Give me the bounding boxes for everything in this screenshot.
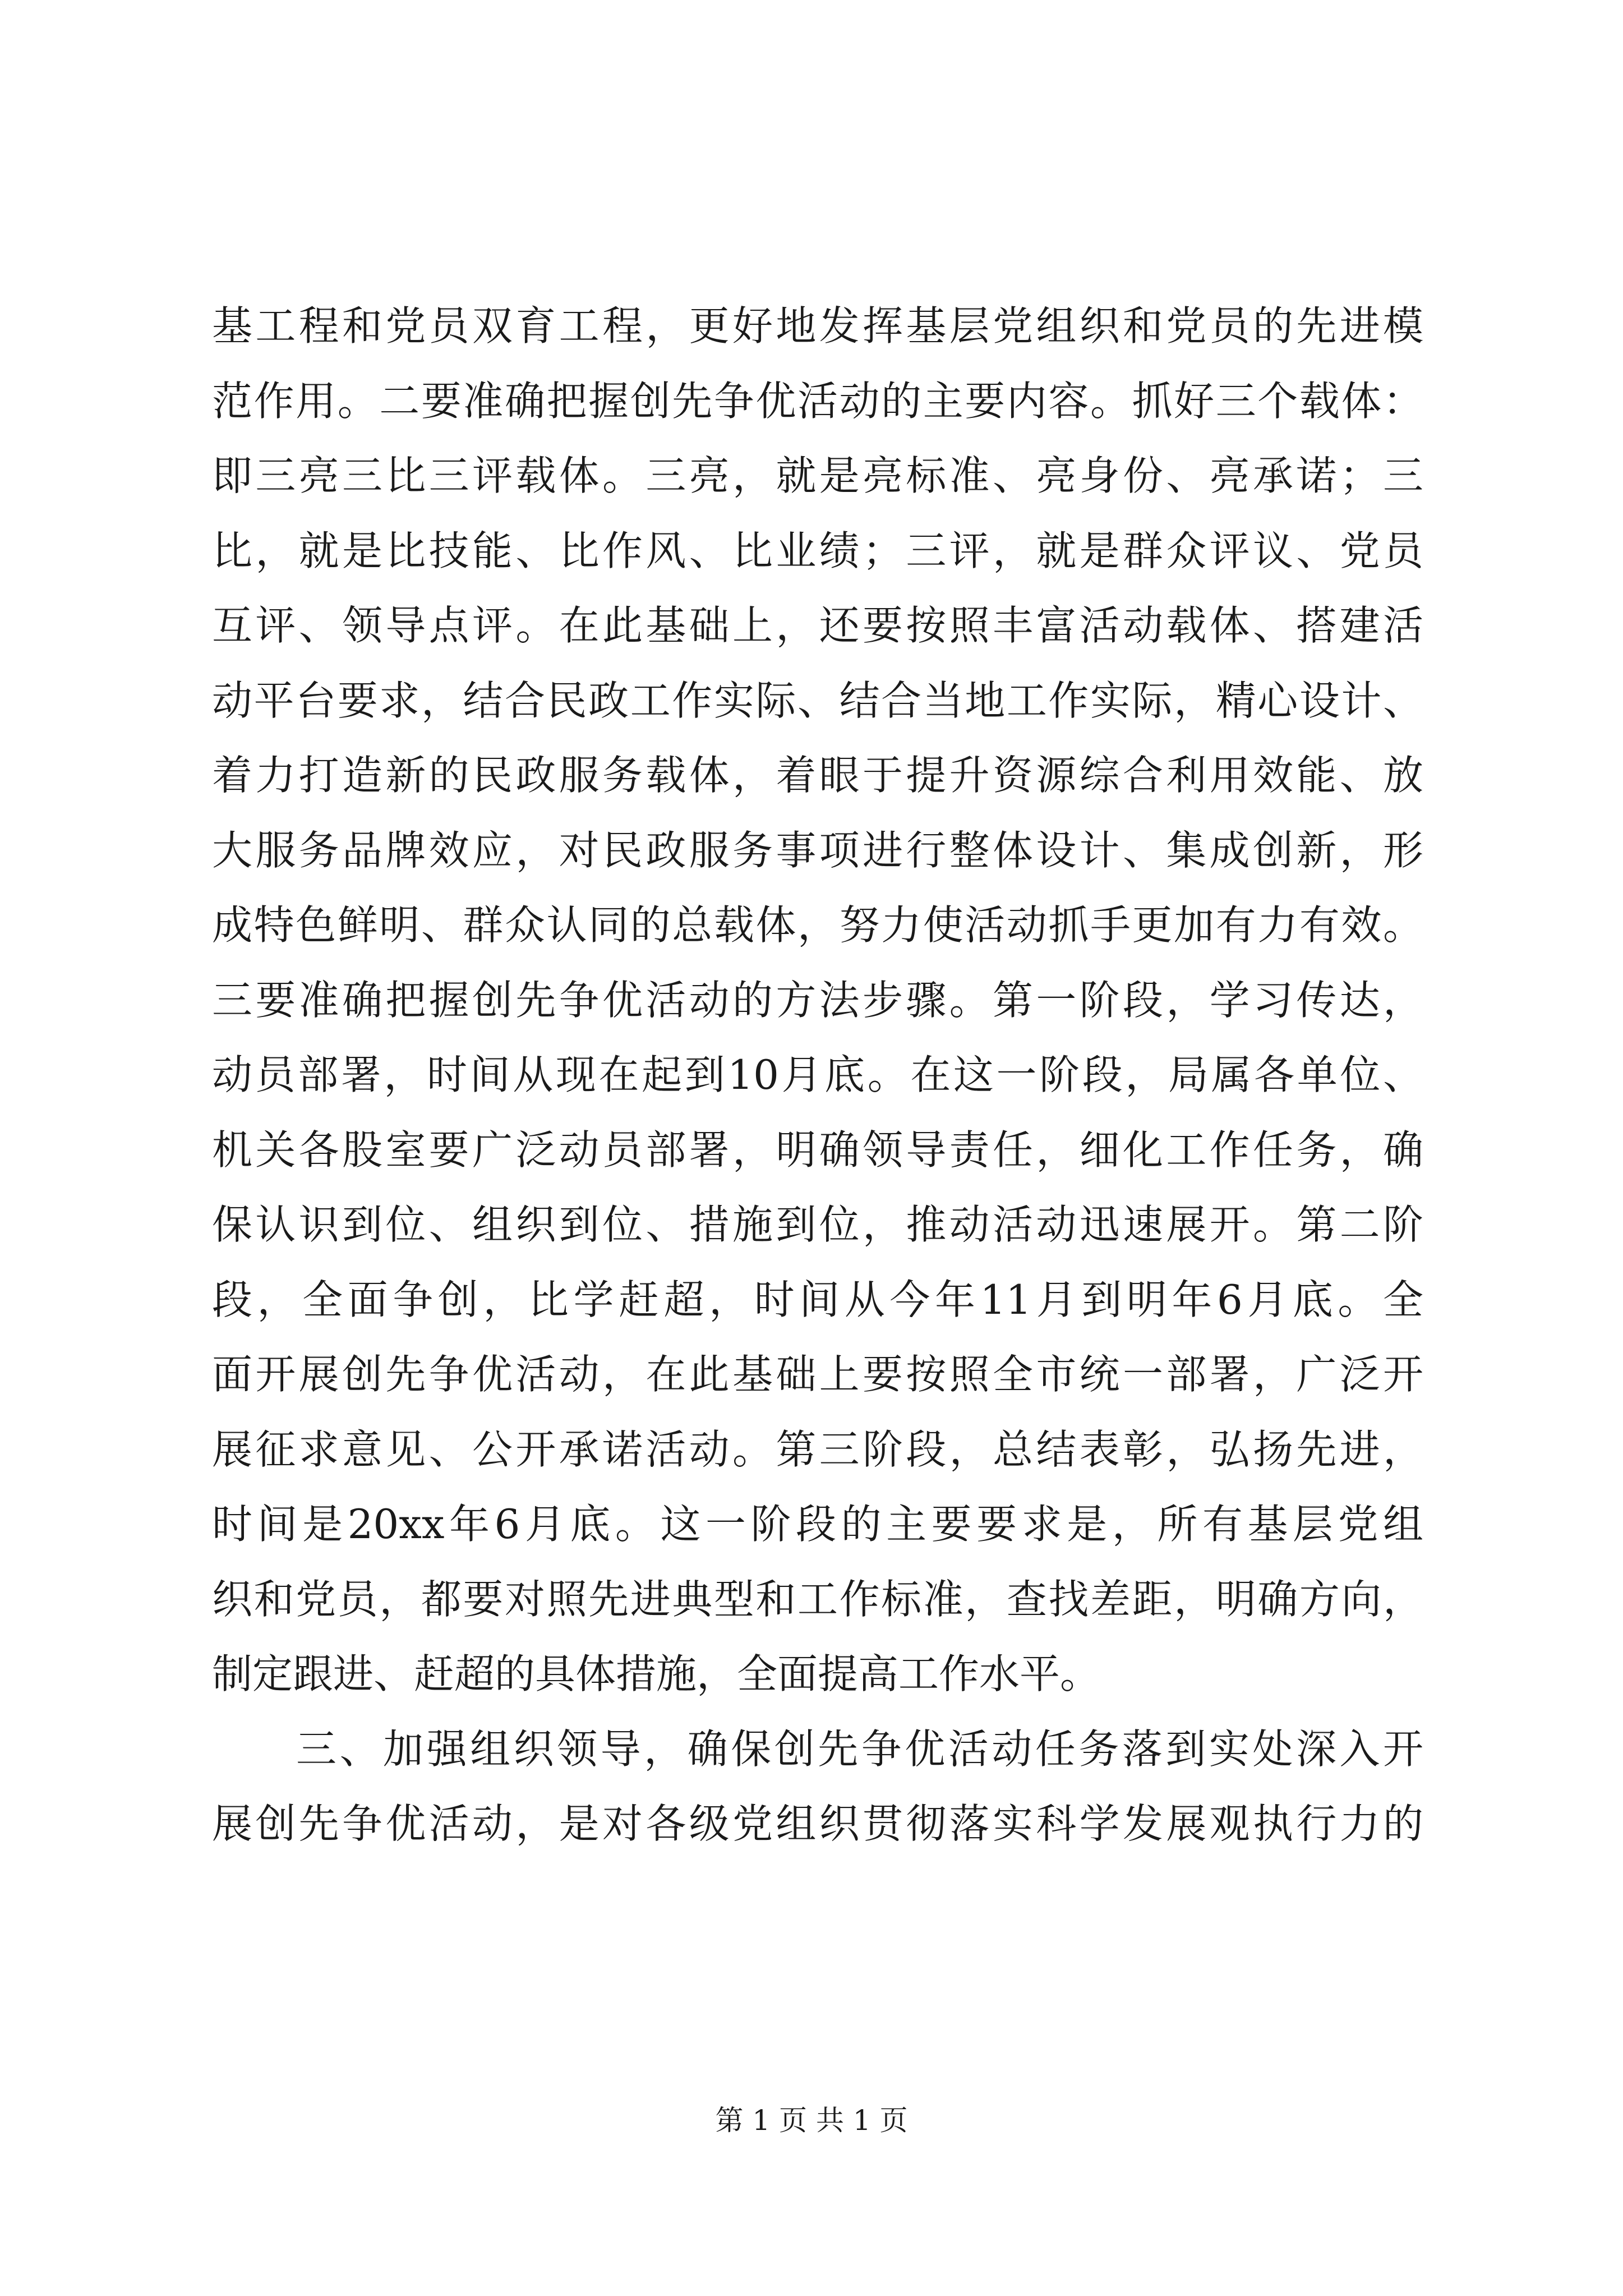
text-line: 范作用。二要准确把握创先争优活动的主要内容。抓好三个载体： [212, 377, 1423, 425]
text-line: 基工程和党员双育工程，更好地发挥基层党组织和党员的先进模 [212, 302, 1423, 349]
text-line: 展征求意见、公开承诺活动。第三阶段，总结表彰，弘扬先进， [212, 1425, 1423, 1473]
text-line: 即三亮三比三评载体。三亮，就是亮标准、亮身份、亮承诺；三 [212, 452, 1423, 499]
text-line: 大服务品牌效应，对民政服务事项进行整体设计、集成创新，形 [212, 826, 1423, 874]
text-line: 时间是20xx年6月底。这一阶段的主要要求是，所有基层党组 [212, 1501, 1423, 1548]
section-heading-line: 三、加强组织领导，确保创先争优活动任务落到实处深入开 [296, 1725, 1423, 1773]
text-line: 机关各股室要广泛动员部署，明确领导责任，细化工作任务，确 [212, 1126, 1423, 1174]
page-footer [0, 2101, 1623, 2140]
text-line: 互评、领导点评。在此基础上，还要按照丰富活动载体、搭建活 [212, 602, 1423, 649]
text-line: 面开展创先争优活动，在此基础上要按照全市统一部署，广泛开 [212, 1351, 1423, 1398]
text-line: 展创先争优活动，是对各级党组织贯彻落实科学发展观执行力的 [212, 1800, 1423, 1847]
text-line: 着力打造新的民政服务载体，着眼于提升资源综合利用效能、放 [212, 752, 1423, 799]
body-text [212, 289, 1423, 1862]
page-number: 第 1 页 共 1 页 [715, 2104, 908, 2137]
text-line: 织和党员，都要对照先进典型和工作标准，查找差距，明确方向， [212, 1575, 1423, 1623]
text-line: 动员部署，时间从现在起到10月底。在这一阶段，局属各单位、 [212, 1051, 1423, 1098]
text-line: 比，就是比技能、比作风、比业绩；三评，就是群众评议、党员 [212, 527, 1423, 574]
text-line: 动平台要求，结合民政工作实际、结合当地工作实际，精心设计、 [212, 677, 1423, 724]
text-line: 制定跟进、赶超的具体措施，全面提高工作水平。 [212, 1650, 1101, 1697]
text-line: 保认识到位、组织到位、措施到位，推动活动迅速展开。第二阶 [212, 1201, 1423, 1248]
text-line: 段，全面争创，比学赶超，时间从今年11月到明年6月底。全 [212, 1276, 1423, 1323]
text-line: 成特色鲜明、群众认同的总载体，努力使活动抓手更加有力有效。 [212, 901, 1423, 949]
text-line: 三要准确把握创先争优活动的方法步骤。第一阶段，学习传达， [212, 976, 1423, 1024]
